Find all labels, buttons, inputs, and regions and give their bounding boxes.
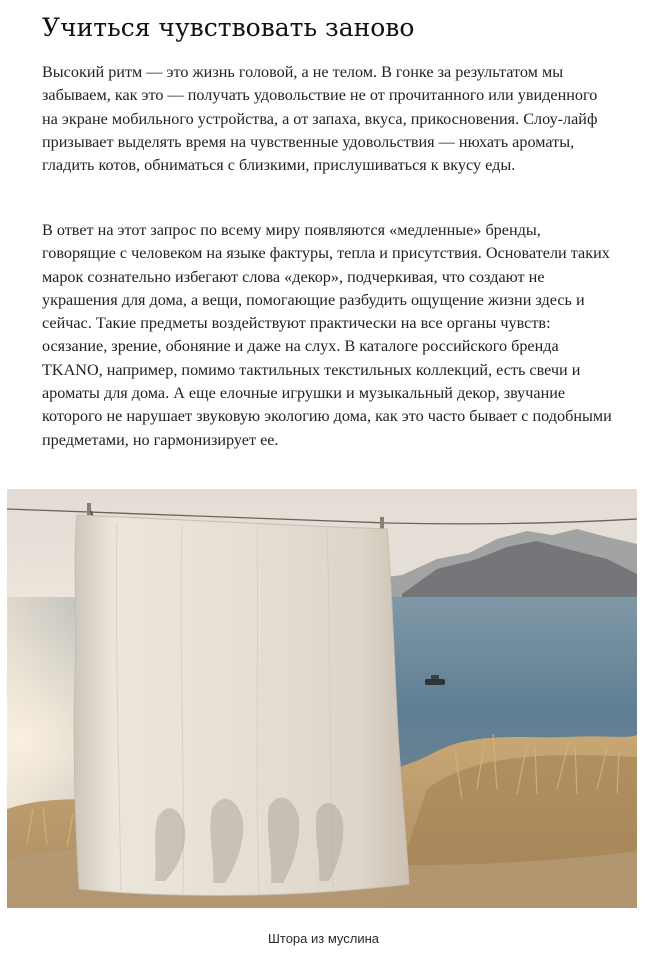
- article-paragraph-2: В ответ на этот запрос по всему миру появляются «медленные» бренды, говорящие с человеком на языке фактуры, тепла и присутствия. Основатели таких марок сознательно избегают слова «декор», подчеркивая, что создают не украшения для дома, а вещи, помогающие разбудить ощущение жизни здесь и сейчас. Такие предметы воздействуют практически на все органы чувств: осязание, зрение, обоняние и даже на слух. В каталоге российского бренда TKANO, например, помимо тактильных текстильных коллекций, есть свечи и ароматы для дома. А еще елочные игрушки и музыкальный декор, звучание которого не нарушает звуковую экологию дома, как это часто бывает с подобными предметами, но гармонизирует ее.: [42, 221, 612, 449]
- image-caption: Штора из муслина: [267, 931, 380, 946]
- article-paragraph-1: Высокий ритм — это жизнь головой, а не телом. В гонке за результатом мы забываем, как это — получать удовольствие не от прочитанного или увиденного на экране мобильного устройства, а от запаха, вкуса, прикосновения. Слоу-лайф призывает выделять время на чувственные удовольствия — нюхать ароматы, гладить котов, обниматься с близкими, прислушиваться к вкусу еды.: [42, 63, 598, 175]
- muslin-curtain-photo: [7, 489, 637, 908]
- article-title: Учиться чувствовать заново: [42, 13, 415, 42]
